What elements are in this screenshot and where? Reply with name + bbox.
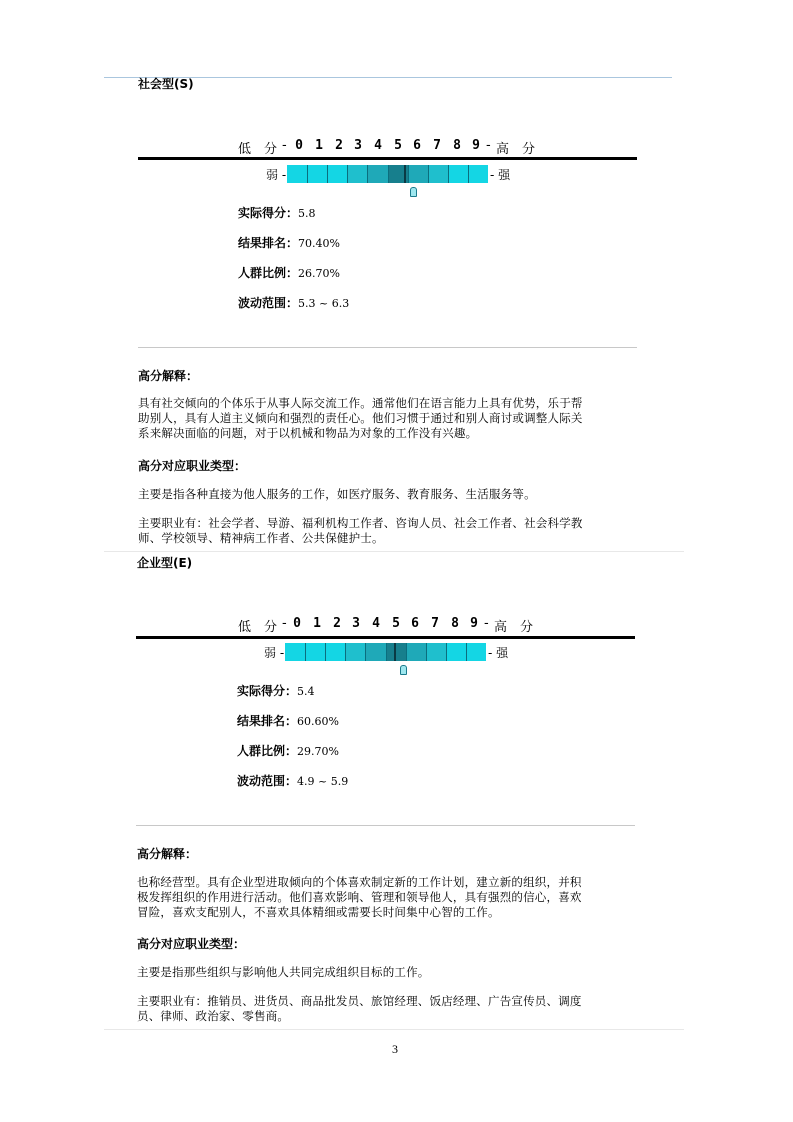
low-score-label: 低 分 [238,620,278,635]
bar-ticks [285,643,486,661]
bar-tick [406,643,407,661]
metric-range: 波动范围：5.3 ~ 6.3 [238,296,350,310]
bar-tick [466,643,467,661]
divider [136,825,635,826]
job-type-summary: 主要是指那些组织与影响他人共同完成组织目标的工作。 [137,965,430,979]
scale-digit: 5 [392,616,400,631]
bar-ticks [287,165,488,183]
scale-digit: 4 [374,138,382,153]
job-type-heading: 高分对应职业类型： [138,459,247,473]
section-title: 企业型(E) [137,556,193,570]
bar-tick [468,165,469,183]
score-bar [285,643,486,661]
scale-baseline [136,636,635,639]
job-list-text: 主要职业有：社会学者、导游、福利机构工作者、咨询人员、社会工作者、社会科学教 师、学校领导、精神病工作者、公共保健护士。 [138,516,583,545]
score-line [404,165,406,183]
section-title: 社会型(S) [138,77,194,91]
metric-rank: 结果排名：70.40% [238,236,340,250]
bar-tick [347,165,348,183]
bar-tick [448,165,449,183]
bar-tick [408,165,409,183]
scale-digit: 5 [394,138,402,153]
scale-digit: 8 [451,616,459,631]
scale-digit: 2 [333,616,341,631]
score-bar [287,165,488,183]
weak-label: 弱 - [266,168,287,182]
section-enterprising [0,552,793,1032]
scale-digit: 2 [335,138,343,153]
scale-digit: 3 [354,138,362,153]
bar-tick [386,643,387,661]
score-scale-header: 低 分 - 0 1 2 3 4 5 6 7 8 9 - 高 分 [238,138,536,157]
scale-digit: 7 [433,138,441,153]
bar-tick [428,165,429,183]
scale-digit: 9 [472,138,480,153]
scale-digit: 6 [413,138,421,153]
metric-rank: 结果排名：60.60% [237,714,339,728]
scale-digit: 8 [453,138,461,153]
job-list-text: 主要职业有：推销员、进货员、商品批发员、旅馆经理、饭店经理、广告宣传员、调度 员、律师、政治家、零售商。 [137,994,582,1023]
scale-baseline [138,157,637,160]
page-number: 3 [392,1042,398,1056]
job-type-summary: 主要是指各种直接为他人服务的工作，如医疗服务、教育服务、生活服务等。 [138,487,536,501]
metric-range: 波动范围：4.9 ~ 5.9 [237,774,349,788]
bar-tick [345,643,346,661]
bar-tick [426,643,427,661]
scale-digit: 4 [372,616,380,631]
high-score-explain-text: 也称经营型。具有企业型进取倾向的个体喜欢制定新的工作计划，建立新的组织，并积 极发挥组织的作用进行活动。他们喜欢影响、管理和领导他人，具有强烈的信心，喜欢 冒险，喜欢支配别人，不喜欢具体精细或需要长时间集中心智的工作。 [137,875,582,919]
bar-tick [367,165,368,183]
bar-tick [305,643,306,661]
strong-label: - 强 [490,168,511,182]
metric-actual-score: 实际得分：5.4 [237,684,315,698]
strong-label: - 强 [488,646,509,660]
scale-digit: 1 [315,138,323,153]
high-score-explain-heading: 高分解释： [137,847,198,861]
score-scale-header: 低 分 - 0 1 2 3 4 5 6 7 8 9 - 高 分 [238,616,534,635]
scale-digit: 3 [352,616,360,631]
scale-digit: 9 [470,616,478,631]
bar-tick [388,165,389,183]
bar-tick [446,643,447,661]
scale-digit: 0 [293,616,301,631]
high-score-label: 高 分 [496,142,536,157]
high-score-label: 高 分 [494,620,534,635]
low-score-label: 低 分 [238,142,278,157]
metric-population: 人群比例：29.70% [237,744,339,758]
score-marker-icon [410,187,417,197]
score-line [394,643,396,661]
bar-tick [365,643,366,661]
job-type-heading: 高分对应职业类型： [137,937,246,951]
scale-digit: 0 [295,138,303,153]
metric-actual-score: 实际得分：5.8 [238,206,316,220]
scale-digit: 1 [313,616,321,631]
weak-label: 弱 - [264,646,285,660]
metric-population: 人群比例：26.70% [238,266,340,280]
score-marker-icon [400,665,407,675]
bar-tick [325,643,326,661]
scale-digit: 6 [411,616,419,631]
bar-tick [327,165,328,183]
section-social [0,0,793,551]
scale-digit: 7 [431,616,439,631]
divider [138,347,637,348]
high-score-explain-heading: 高分解释： [138,369,199,383]
high-score-explain-text: 具有社交倾向的个体乐于从事人际交流工作。通常他们在语言能力上具有优势，乐于帮 助别人，具有人道主义倾向和强烈的责任心。他们习惯于通过和别人商讨或调整人际关 系来解决面临的问题，对于以机械和物品为对象的工作没有兴趣。 [138,396,583,440]
bar-tick [307,165,308,183]
